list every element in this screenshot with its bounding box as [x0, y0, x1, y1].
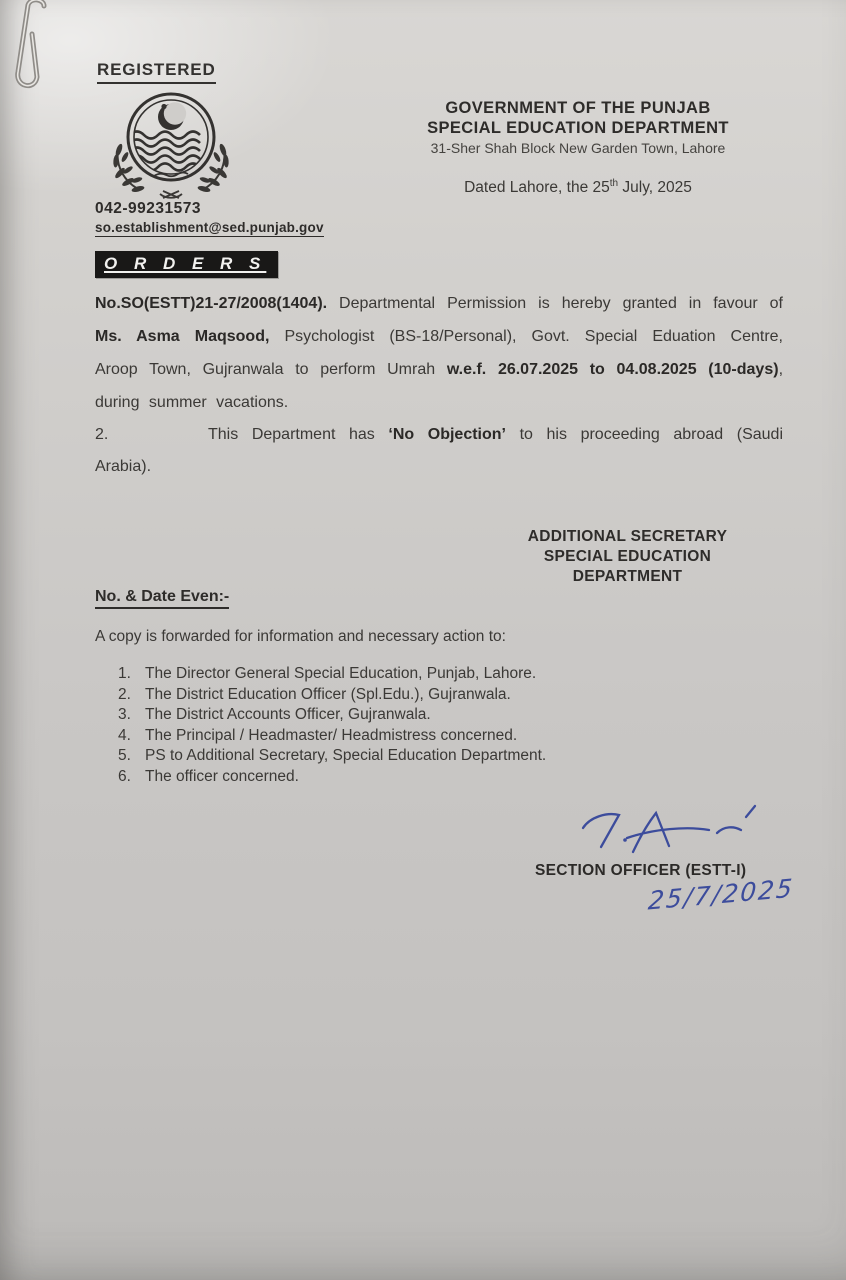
no-and-date-even-label: No. & Date Even:- [95, 588, 229, 609]
gov-address: 31-Sher Shah Block New Garden Town, Lahore [430, 140, 726, 156]
signatory-line1: ADDITIONAL SECRETARY [527, 528, 728, 545]
signature-scribble-icon [557, 798, 797, 864]
gov-title-line2: SPECIAL EDUCATION DEPARTMENT [427, 119, 729, 137]
list-item: 6. The officer concerned. [118, 767, 299, 785]
list-item: 2. The District Education Officer (Spl.Edu.), Gujranwala. [118, 685, 511, 703]
email-address: so.establishment@sed.punjab.gov [95, 220, 324, 235]
phone-number: 042-99231573 [95, 200, 201, 217]
order-paragraph-2: 2. This Department has ‘No Objection’ to his proceeding abroad (Saudi Arabia). [95, 419, 783, 483]
copy-forwarded-line: A copy is forwarded for information and necessary action to: [95, 628, 506, 645]
gov-title-line1: GOVERNMENT OF THE PUNJAB [445, 99, 711, 117]
copy-recipient-list [118, 664, 546, 788]
registered-label: REGISTERED [97, 60, 216, 84]
punjab-government-crest-icon [100, 90, 242, 206]
list-item: 4. The Principal / Headmaster/ Headmistress concerned. [118, 726, 518, 744]
paperclip-icon [2, 0, 72, 116]
signatory-line2: SPECIAL EDUCATION [543, 548, 712, 565]
list-item: 1. The Director General Special Education, Punjab, Lahore. [118, 665, 537, 682]
paragraph-number: 2. [95, 426, 109, 443]
order-paragraph-1: No.SO(ESTT)21-27/2008(1404). Departmental Permission is hereby granted in favour of Ms. Asma Maqsood, Psychologist (BS-18/Personal), Govt. Special Eduation Centre, Aroop Town, Gujranwala to perform Umrah w.e.f. 26.07.2025 to 04.08.2025 (10-days), during summer vacations. [95, 295, 784, 411]
officer-name: Ms. Asma Maqsood, [95, 328, 270, 345]
reference-number: No.SO(ESTT)21-27/2008(1404). [95, 295, 328, 312]
handwritten-date: 25/7/2025 [646, 873, 796, 916]
leave-dates: w.e.f. 26.07.2025 to 04.08.2025 (10-days) [446, 361, 779, 378]
letterhead [368, 98, 788, 197]
list-item: 5. PS to Additional Secretary, Special Education Department. [118, 747, 547, 765]
orders-heading: O R D E R S [95, 251, 278, 278]
list-item: 3. The District Accounts Officer, Gujranwala. [118, 706, 431, 724]
section-officer-title: SECTION OFFICER (ESTT-I) [535, 862, 747, 879]
date-ordinal-suffix: th [609, 178, 619, 189]
signatory-line3: DEPARTMENT [572, 568, 683, 585]
date-line: Dated Lahore, the 25th July, 2025 [464, 178, 692, 197]
signatory-block [500, 527, 755, 587]
no-objection-phrase: ‘No Objection’ [388, 426, 506, 443]
